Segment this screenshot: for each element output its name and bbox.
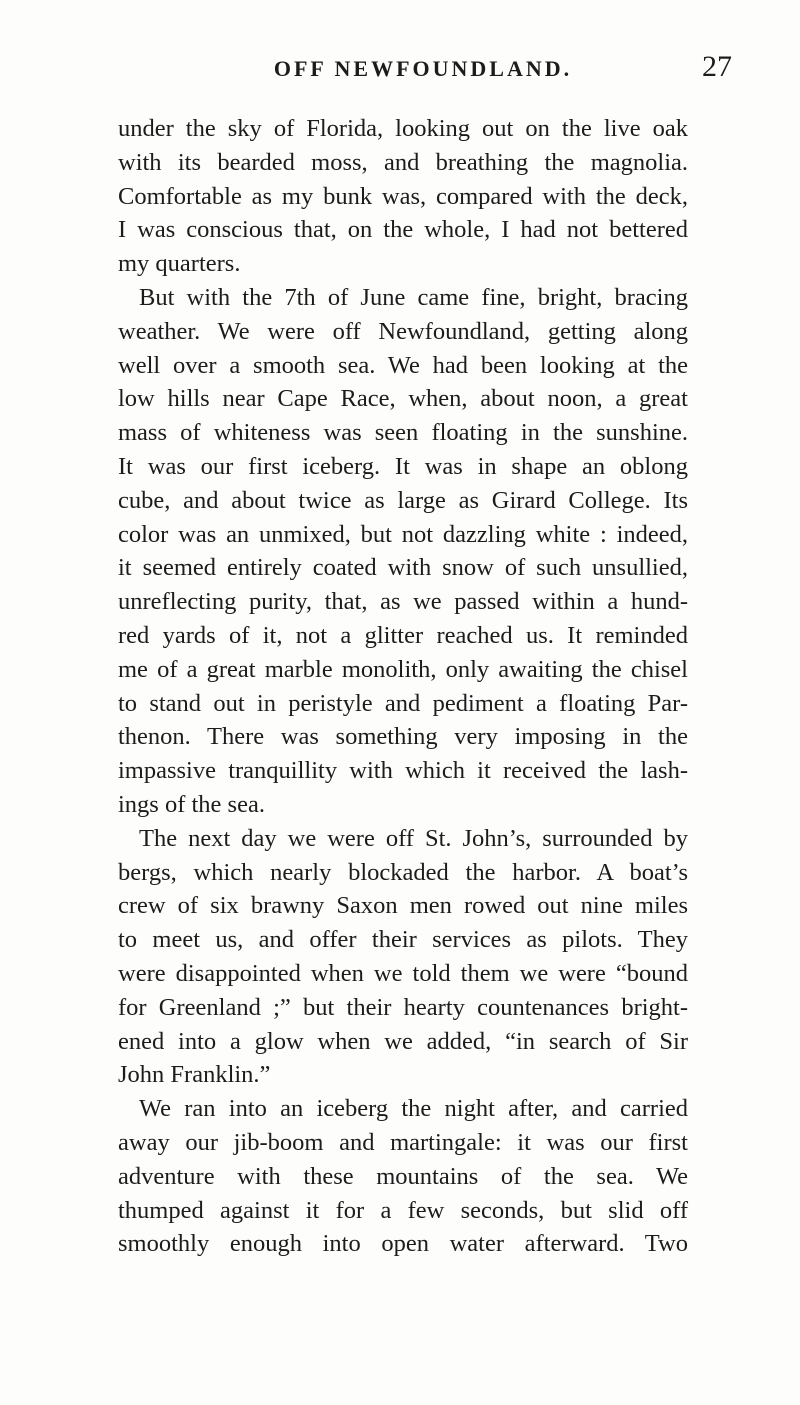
text-line: under the sky of Florida, looking out on the live oak: [118, 115, 688, 142]
text-line: red yards of it, not a glitter reached us. It reminded: [118, 621, 688, 649]
text-line: ened into a glow when we added, “in search of Sir: [118, 1027, 688, 1055]
text-line: with its bearded moss, and breathing the magnolia.: [118, 148, 688, 176]
text-line: my quarters.: [118, 250, 241, 278]
text-line: It was our first iceberg. It was in shape an oblong: [118, 452, 688, 480]
text-line: impassive tranquillity with which it received the lash-: [118, 757, 688, 785]
text-line: were disappointed when we told them we were “bound: [118, 959, 688, 987]
text-line: unreflecting purity, that, as we passed within a hund-: [118, 588, 688, 616]
text-line: mass of whiteness was seen floating in the sunshine.: [118, 419, 688, 447]
text-line: But with the 7th of June came fine, bright, bracing: [139, 283, 688, 311]
running-title: OFF NEWFOUNDLAND.: [273, 56, 573, 81]
text-line: thumped against it for a few seconds, but slid off: [118, 1196, 688, 1224]
text-line: bergs, which nearly blockaded the harbor. A boat’s: [118, 858, 688, 886]
text-line: crew of six brawny Saxon men rowed out nine miles: [118, 892, 688, 920]
text-line: We ran into an iceberg the night after, and carried: [139, 1095, 688, 1123]
text-line: The next day we were off St. John’s, surrounded by: [139, 824, 688, 852]
text-line: low hills near Cape Race, when, about noon, a great: [118, 385, 688, 413]
text-line: cube, and about twice as large as Girard College. Its: [118, 486, 688, 514]
text-line: to meet us, and offer their services as pilots. They: [118, 926, 688, 954]
text-line: ings of the sea.: [118, 790, 265, 818]
text-line: color was an unmixed, but not dazzling white : indeed,: [118, 520, 688, 548]
body-text: [118, 112, 688, 1261]
text-line: me of a great marble monolith, only awaiting the chisel: [118, 655, 688, 683]
text-line: well over a smooth sea. We had been looking at the: [118, 351, 688, 379]
text-line: away our jib-boom and martingale: it was our first: [118, 1128, 688, 1156]
text-line: to stand out in peristyle and pediment a floating Par-: [118, 689, 688, 717]
text-line: smoothly enough into open water afterward. Two: [118, 1230, 688, 1258]
text-line: adventure with these mountains of the sea. We: [118, 1162, 688, 1190]
text-line: weather. We were off Newfoundland, getting along: [118, 317, 688, 345]
text-line: for Greenland ;” but their hearty countenances bright-: [118, 993, 688, 1021]
text-line: it seemed entirely coated with snow of such unsullied,: [118, 554, 688, 582]
running-head: [90, 50, 732, 90]
text-line: Comfortable as my bunk was, compared with the deck,: [118, 182, 688, 210]
page-number: 27: [702, 50, 732, 83]
text-line: John Franklin.”: [118, 1061, 271, 1089]
text-line: thenon. There was something very imposing in the: [118, 723, 688, 751]
text-line: I was conscious that, on the whole, I had not bettered: [118, 216, 688, 244]
